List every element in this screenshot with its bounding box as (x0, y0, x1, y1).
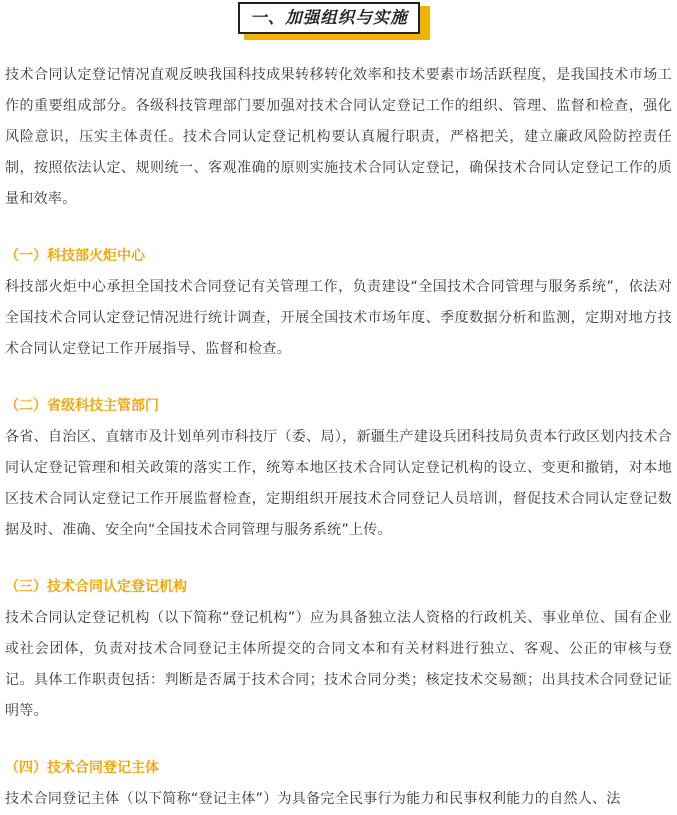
subsection-body-registration-agency: 技术合同认定登记机构（以下简称“登记机构”）应为具备独立法人资格的行政机关、事业单位、国有企业或社会团体，负责对技术合同登记主体所提交的合同文本和有关材料进行独立、客观、公正的审核与登记。具体工作职责包括：判断是否属于技术合同；技术合同分类；核定技术交易额；出具技术合同登记证明等。 (5, 610, 672, 719)
section-title-banner (238, 2, 430, 40)
subsection-body-torch-center: 科技部火炬中心承担全国技术合同登记有关管理工作，负责建设“全国技术合同管理与服务系统”，依法对全国技术合同认定登记情况进行统计调查，开展全国技术市场年度、季度数据分析和监测，定期对地方技术合同认定登记工作开展指导、监督和检查。 (5, 279, 672, 357)
spacer (5, 727, 672, 753)
section-title: 一、加强组织与实施 (238, 2, 420, 34)
subsection-heading-provincial: （二）省级科技主管部门 (5, 398, 159, 414)
subsection-body-provincial: 各省、自治区、直辖市及计划单列市科技厅（委、局），新疆生产建设兵团科技局负责本行政区划内技术合同认定登记管理和相关政策的落实工作，统筹本地区技术合同认定登记机构的设立、变更和撤销，对本地区技术合同认定登记工作开展监督检查，定期组织开展技术合同登记人员培训，督促技术合同认定登记数据及时、准确、安全向“全国技术合同管理与服务系统”上传。 (5, 429, 672, 538)
intro-paragraph: 技术合同认定登记情况直观反映我国科技成果转移转化效率和技术要素市场活跃程度，是我国技术市场工作的重要组成部分。各级科技管理部门要加强对技术合同认定登记工作的组织、管理、监督和检查，强化风险意识，压实主体责任。技术合同认定登记机构要认真履行职责，严格把关，建立廉政风险防控责任制，按照依法认定、规则统一、客观准确的原则实施技术合同认定登记，确保技术合同认定登记工作的质量和效率。 (5, 67, 672, 207)
subsection-heading-registration-subject: （四）技术合同登记主体 (5, 760, 159, 776)
spacer (5, 365, 672, 391)
subsection-heading-torch-center: （一）科技部火炬中心 (5, 248, 145, 264)
article-body (5, 60, 672, 815)
spacer (5, 215, 672, 241)
spacer (5, 546, 672, 572)
subsection-heading-registration-agency: （三）技术合同认定登记机构 (5, 579, 187, 595)
subsection-body-registration-subject: 技术合同登记主体（以下简称“登记主体”）为具备完全民事行为能力和民事权利能力的自然人、法 (5, 791, 621, 807)
